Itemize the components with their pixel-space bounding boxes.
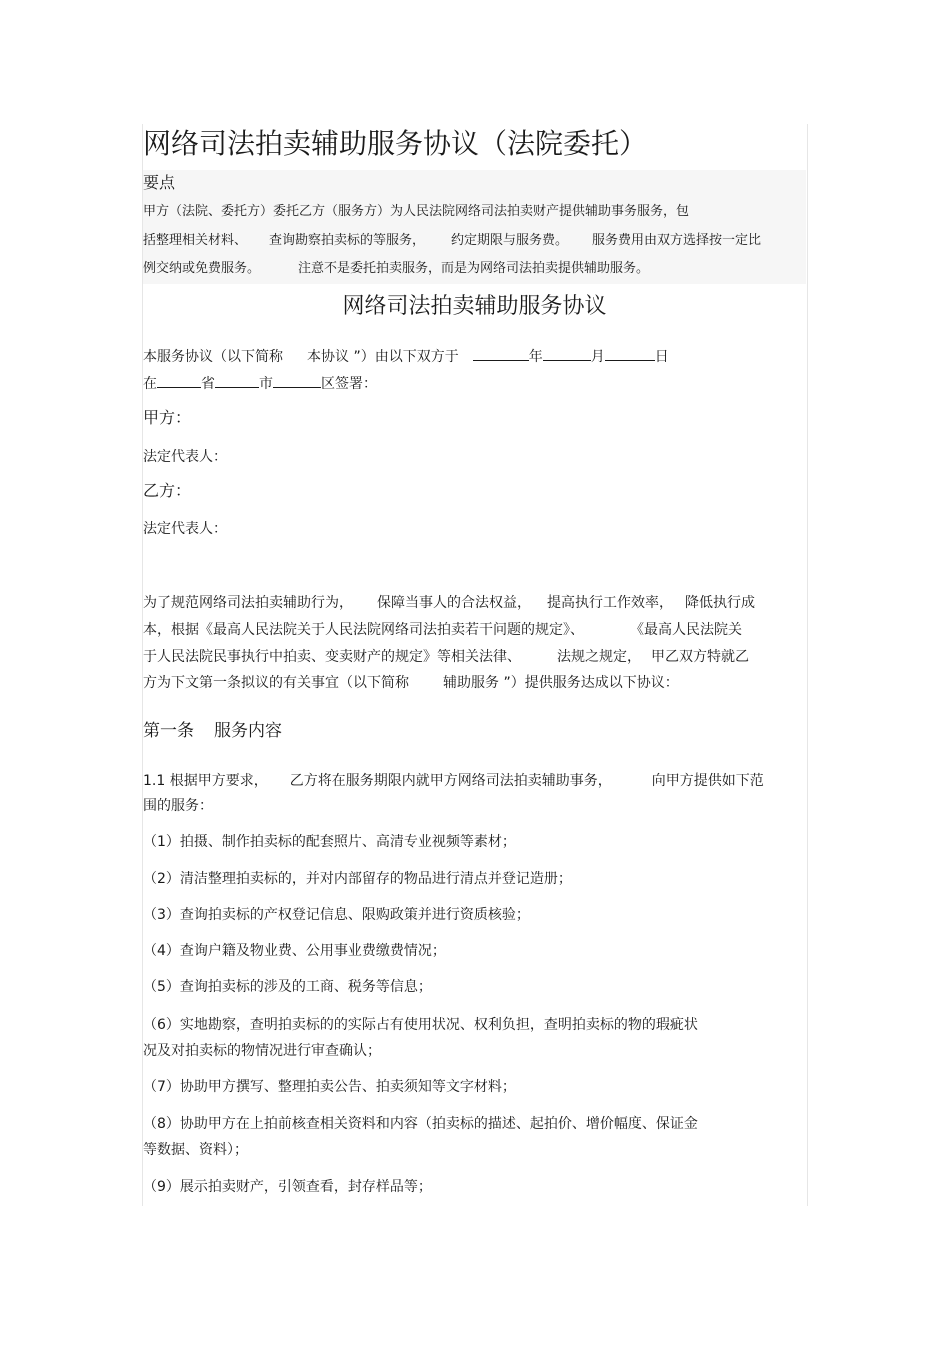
party-a-label: 甲方：: [143, 408, 192, 427]
blank-year[interactable]: [473, 346, 529, 361]
service-item: （2）清洁整理拍卖标的，并对内部留存的物品进行清点并登记造册；: [143, 871, 572, 887]
service-item: （7）协助甲方撰写、整理拍卖公告、拍卖须知等文字材料；: [143, 1079, 516, 1095]
service-item: （9）展示拍卖财产，引领查看，封存样品等；: [143, 1179, 432, 1195]
blank-province[interactable]: [157, 373, 201, 388]
blank-district[interactable]: [273, 373, 321, 388]
preamble-line: 方为下文第一条拟议的有关事宜（以下简称 辅助服务 ”）提供服务达成以下协议：: [143, 675, 679, 691]
article-1-heading: 第一条 服务内容: [143, 721, 282, 741]
service-item: （6）实地勘察，查明拍卖标的的实际占有使用状况、权利负担，查明拍卖标的物的瑕疵状: [143, 1017, 698, 1033]
signing-line-1: 本服务协议（以下简称 本协议 ”）由以下双方于 年 月 日: [143, 346, 669, 367]
signing-line-2: 在 省 市 区签署：: [143, 373, 377, 394]
party-b-label: 乙方：: [143, 481, 192, 500]
summary-line: 括整理相关材料、 查询勘察拍卖标的等服务， 约定期限与服务费。 服务费用由双方选择按一定比: [143, 233, 762, 248]
preamble-line: 为了规范网络司法拍卖辅助行为， 保障当事人的合法权益， 提高执行工作效率， 降低执行成: [143, 595, 755, 611]
summary-heading: 要点: [143, 173, 176, 192]
service-item-continued: 等数据、资料）；: [143, 1142, 248, 1158]
blank-month[interactable]: [543, 346, 591, 361]
agreement-subtitle: 网络司法拍卖辅助服务协议: [342, 294, 607, 319]
service-item: （4）查询户籍及物业费、公用事业费缴费情况；: [143, 943, 446, 959]
preamble-line: 于人民法院民事执行中拍卖、变卖财产的规定》等相关法律、 法规之规定， 甲乙双方特就乙: [143, 649, 749, 665]
service-item: （3）查询拍卖标的产权登记信息、限购政策并进行资质核验；: [143, 907, 530, 923]
service-item: （1）拍摄、制作拍卖标的配套照片、高清专业视频等素材；: [143, 834, 516, 850]
blank-day[interactable]: [605, 346, 655, 361]
document-title: 网络司法拍卖辅助服务协议（法院委托）: [143, 127, 648, 160]
party-b-representative: 法定代表人：: [143, 521, 227, 537]
clause-1-1-continued: 围的服务：: [143, 798, 213, 814]
blank-city[interactable]: [215, 373, 259, 388]
service-item: （5）查询拍卖标的涉及的工商、税务等信息；: [143, 979, 432, 995]
preamble-line: 本，根据《最高人民法院关于人民法院网络司法拍卖若干问题的规定》、 《最高人民法院关: [143, 622, 742, 638]
clause-1-1: 1.1 根据甲方要求， 乙方将在服务期限内就甲方网络司法拍卖辅助事务， 向甲方提供如下范: [143, 773, 764, 789]
service-item: （8）协助甲方在上拍前核查相关资料和内容（拍卖标的描述、起拍价、增价幅度、保证金: [143, 1116, 698, 1132]
summary-line: 甲方（法院、委托方）委托乙方（服务方）为人民法院网络司法拍卖财产提供辅助事务服务，包: [143, 204, 690, 219]
summary-line: 例交纳或免费服务。 注意不是委托拍卖服务，而是为网络司法拍卖提供辅助服务。: [143, 261, 650, 276]
party-a-representative: 法定代表人：: [143, 449, 227, 465]
service-item-continued: 况及对拍卖标的物情况进行审查确认；: [143, 1043, 381, 1059]
